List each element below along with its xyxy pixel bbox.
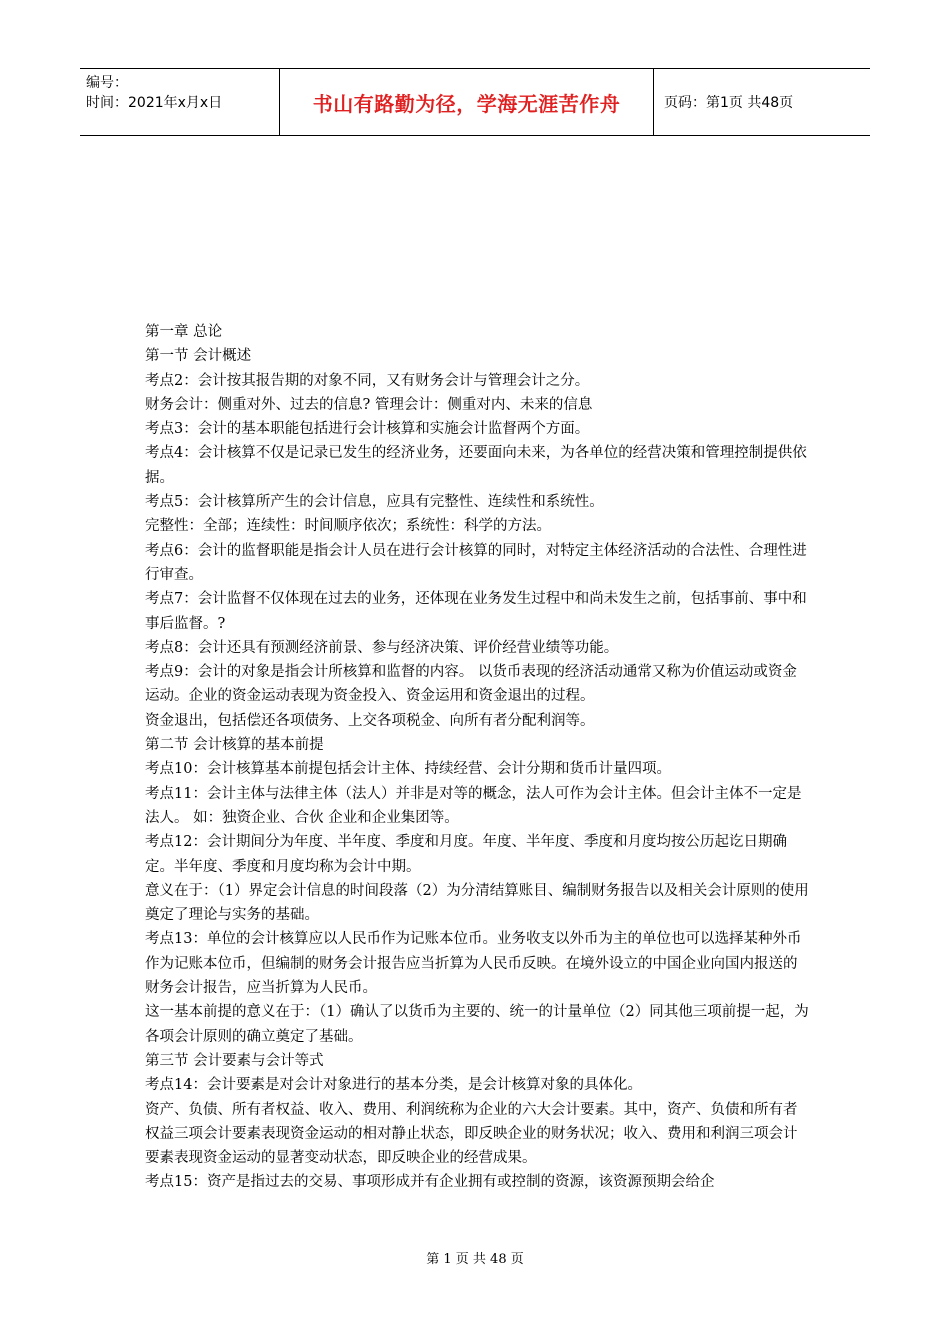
section-heading: 第一节 会计概述 <box>145 348 252 365</box>
body-paragraph: 考点9：会计的对象是指会计所核算和监督的内容。 以货币表现的经济活动通常又称为价值运动或资金运动。企业的资金运动表现为资金投入、资金运用和资金退出的过程。 <box>145 664 797 705</box>
header-meta <box>80 69 280 135</box>
body-paragraph: 考点6：会计的监督职能是指会计人员在进行会计核算的同时，对特定主体经济活动的合法性、合理性进行审查。 <box>145 542 807 583</box>
body-paragraph: 考点10：会计核算基本前提包括会计主体、持续经营、会计分期和货币计量四项。 <box>145 761 671 778</box>
body-paragraph: 考点5：会计核算所产生的会计信息，应具有完整性、连续性和系统性。 <box>145 494 604 511</box>
header-motto: 书山有路勤为径，学海无涯苦作舟 <box>280 69 654 135</box>
section-heading: 第三节 会计要素与会计等式 <box>145 1052 324 1069</box>
body-paragraph: 意义在于：（1）界定会计信息的时间段落（2）为分清结算账目、编制财务报告以及相关会计原则的使用奠定了理论与实务的基础。 <box>145 882 809 924</box>
chapter-heading: 第一章 总论 <box>145 324 223 340</box>
body-paragraph: 这一基本前提的意义在于：（1）确认了以货币为主要的、统一的计量单位（2）同其他三项前提一起，为各项会计原则的确立奠定了基础。 <box>145 1004 809 1045</box>
document-body <box>145 320 810 1195</box>
header-page-info: 页码：第1页 共48页 <box>664 95 794 111</box>
body-paragraph: 考点4：会计核算不仅是记录已发生的经济业务，还要面向未来，为各单位的经营决策和管理控制提供依据。 <box>145 445 807 486</box>
body-paragraph: 考点11：会计主体与法律主体（法人）并非是对等的概念，法人可作为会计主体。但会计主体不一定是法人。 如：独资企业、合伙 企业和企业集团等。 <box>145 785 802 826</box>
body-paragraph: 考点14：会计要素是对会计对象进行的基本分类，是会计核算对象的具体化。 <box>145 1077 642 1094</box>
body-paragraph: 考点12：会计期间分为年度、半年度、季度和月度。年度、半年度、季度和月度均按公历起讫日期确定。半年度、季度和月度均称为会计中期。 <box>145 834 787 875</box>
document-date: 时间：2021年x月x日 <box>86 95 223 111</box>
body-paragraph: 资产、负债、所有者权益、收入、费用、利润统称为企业的六大会计要素。其中，资产、负债和所有者权益三项会计要素表现资金运动的相对静止状态，即反映企业的财务状况；收入、费用和利润三项会计要素表现资金运动的显著变动状态，即反映企业的经营成果。 <box>145 1101 798 1167</box>
body-paragraph: 财务会计：侧重对外、过去的信息? 管理会计：侧重对内、未来的信息 <box>145 396 593 413</box>
page-footer: 第 1 页 共 48 页 <box>426 1252 524 1267</box>
page-header <box>80 68 870 136</box>
body-paragraph: 考点3：会计的基本职能包括进行会计核算和实施会计监督两个方面。 <box>145 421 590 438</box>
document-number-label: 编号： <box>86 75 128 91</box>
body-paragraph: 考点8：会计还具有预测经济前景、参与经济决策、评价经营业绩等功能。 <box>145 639 619 656</box>
body-paragraph: 考点13：单位的会计核算应以人民币作为记账本位币。业务收支以外币为主的单位也可以选择某种外币作为记账本位币，但编制的财务会计报告应当折算为人民币反映。在境外设立的中国企业向国内报送的财务会计报告，应当折算为人民币。 <box>145 931 802 997</box>
body-paragraph: 资金退出，包括偿还各项债务、上交各项税金、向所有者分配利润等。 <box>145 712 595 729</box>
body-paragraph: 完整性：全部；连续性：时间顺序依次；系统性：科学的方法。 <box>145 518 551 535</box>
body-paragraph: 考点15：资产是指过去的交易、事项形成并有企业拥有或控制的资源，该资源预期会给企 <box>145 1174 715 1191</box>
body-paragraph: 考点7：会计监督不仅体现在过去的业务，还体现在业务发生过程中和尚未发生之前，包括事前、事中和事后监督。? <box>145 591 807 632</box>
section-heading: 第二节 会计核算的基本前提 <box>145 737 324 754</box>
body-paragraph: 考点2：会计按其报告期的对象不同，又有财务会计与管理会计之分。 <box>145 372 590 389</box>
